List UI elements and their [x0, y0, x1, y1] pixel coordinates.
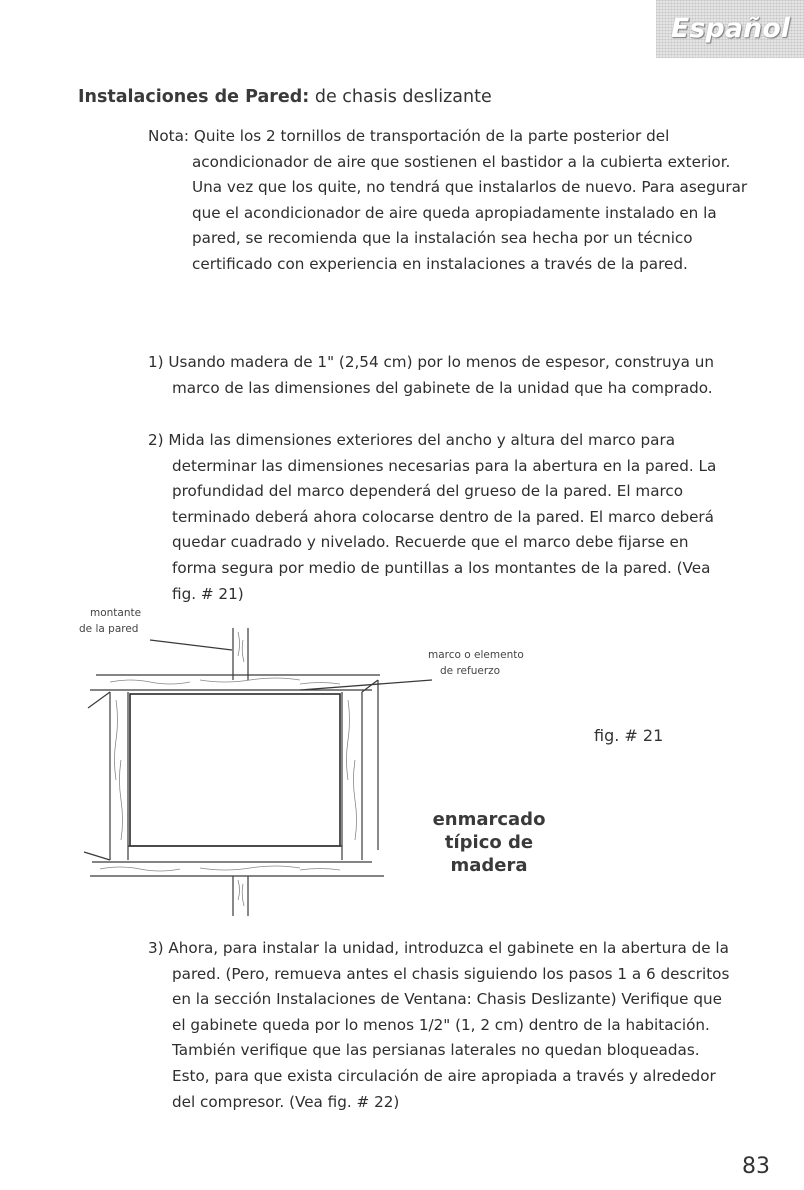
- frame-label-line1: marco o elemento: [428, 649, 524, 661]
- step-3: 3) Ahora, para instalar la unidad, introduzca el gabinete en la abertura de la pared. (Pero, remueva antes el chasis siguiendo los pasos 1 a 6 descritos en la sección Instalaciones de Ventana: Chasis Deslizante) Verifique que el gabinete queda por lo menos 1/2" (1, 2 cm) dentro de la habitación. También verifique que las persianas laterales no quedan bloqueadas. Esto, para que exista circulación de aire apropiada a través y alrededor del compresor. (Vea fig. # 22): [148, 939, 730, 1111]
- figure-title-line2: típico de: [444, 832, 534, 853]
- stud-label-line2: de la pared: [79, 623, 139, 635]
- figure-title-line3: madera: [450, 855, 528, 876]
- frame-label-line2: de refuerzo: [440, 665, 501, 677]
- wall-stud-bottom: [233, 876, 248, 916]
- section-heading-bold: Instalaciones de Pared:: [78, 87, 310, 107]
- installation-note: Nota: Quite los 2 tornillos de transportación de la parte posterior del acondicionador de aire que sostienen el bastidor a la cubierta exterior. Una vez que los quite, no tendrá que instalarlos de nuevo. Para asegurar que el acondicionador de aire queda apropiadamente instalado en la pared, se recomienda que la instalación sea hecha por un técnico certificado con experiencia en instalaciones a través de la pared.: [148, 127, 748, 273]
- stud-leader-line: [150, 640, 232, 650]
- figure-title: [420, 808, 558, 877]
- wall-stud-top: [233, 628, 248, 680]
- language-tab-label: Español: [670, 13, 790, 44]
- step-2: 2) Mida las dimensiones exteriores del ancho y altura del marco para determinar las dimensiones necesarias para la abertura en la pared. La profundidad del marco dependerá del grueso de la pared. El marco terminado deberá ahora colocarse dentro de la pared. El marco deberá quedar cuadrado y nivelado. Recuerde que el marco debe fijarse en forma segura por medio de puntillas a los montantes de la pared. (Vea fig. # 21): [148, 431, 717, 603]
- section-heading-rest: de chasis deslizante: [309, 87, 492, 107]
- right-side-member: [342, 680, 378, 860]
- frame-opening: [130, 694, 340, 846]
- left-side-member: [84, 692, 128, 860]
- page-number: 83: [742, 1154, 770, 1179]
- stud-label-line1: montante: [90, 607, 142, 619]
- bottom-plate: [90, 862, 384, 876]
- step-1: 1) Usando madera de 1" (2,54 cm) por lo menos de espesor, construya un marco de las dimensiones del gabinete de la unidad que ha comprado.: [148, 353, 715, 397]
- figure-caption: fig. # 21: [594, 726, 664, 745]
- figure-title-line1: enmarcado: [432, 809, 546, 830]
